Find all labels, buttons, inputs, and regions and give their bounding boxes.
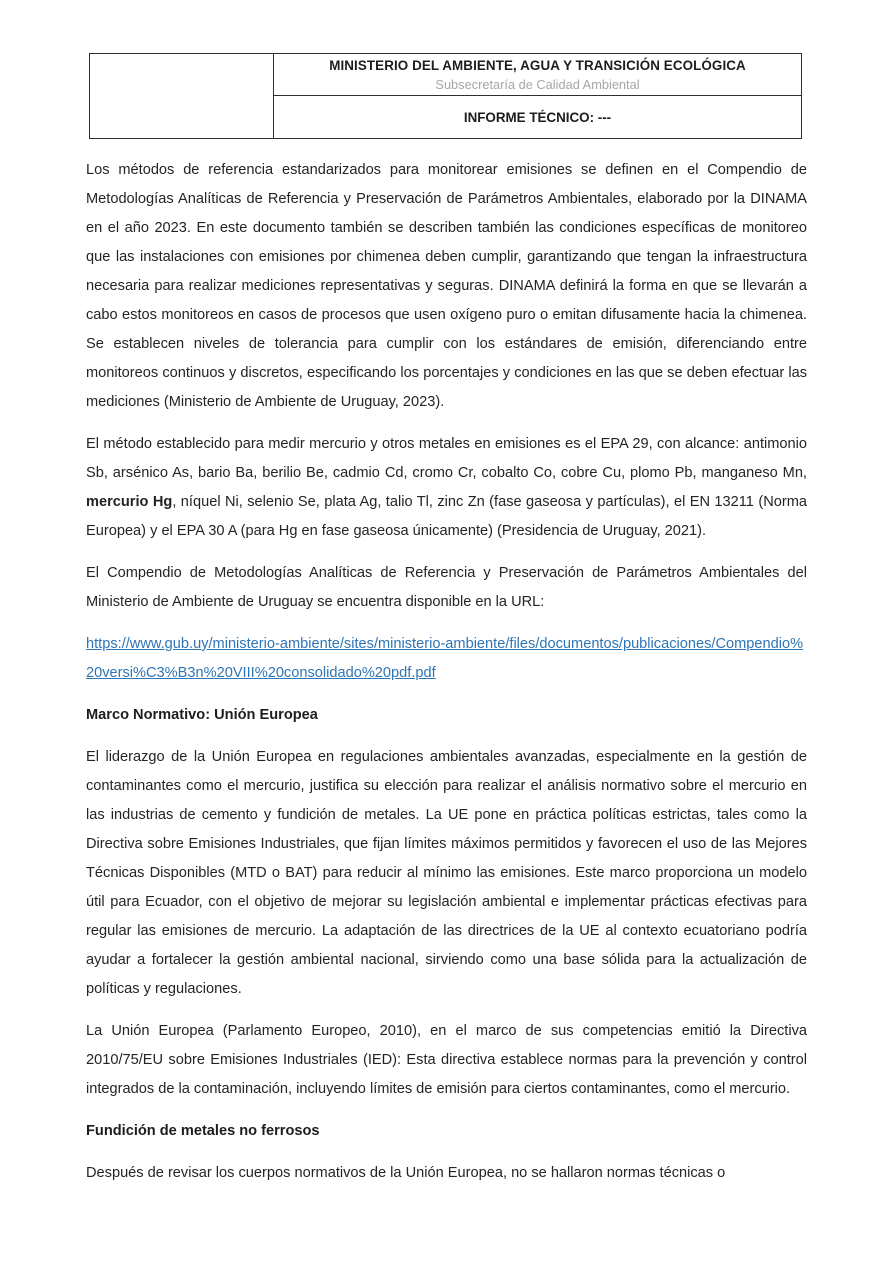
url-paragraph xyxy=(86,630,807,688)
mercurio-hg-bold-text: mercurio Hg xyxy=(86,494,173,510)
paragraph-despues-de-revisar: Después de revisar los cuerpos normativos de la Unión Europea, no se hallaron normas técnicas o xyxy=(86,1165,726,1181)
heading-fundicion-metales-no-ferrosos: Fundición de metales no ferrosos xyxy=(86,1123,320,1139)
heading-marco-normativo-ue: Marco Normativo: Unión Europea xyxy=(86,707,318,723)
ministry-header-cell xyxy=(274,54,802,96)
report-title-cell xyxy=(274,96,802,139)
paragraph-compendio-disponible: El Compendio de Metodologías Analíticas de Referencia y Preservación de Parámetros Ambientales del Ministerio de Ambiente de Uruguay se encuentra disponible en la URL: xyxy=(86,565,807,610)
paragraph-metodos-referencia: Los métodos de referencia estandarizados para monitorear emisiones se definen en el Compendio de Metodologías Analíticas de Referencia y Preservación de Parámetros Ambientales, elaborado por la DINAMA en el año 2023. En este documento también se describen también las condiciones específicas de monitoreo que las instalaciones con emisiones por chimenea deben cumplir, garantizando que tengan la infraestructura necesaria para realizar mediciones representativas y seguras. DINAMA definirá la forma en que se llevarán a cabo estos monitoreos en casos de procesos que usen oxígeno puro o emitan difusamente hacia la chimenea. Se establecen niveles de tolerancia para cumplir con los estándares de emisión, diferenciando entre monitoreos continuos y discretos, especificando los porcentajes y condiciones en las que se deben efectuar las mediciones (Ministerio de Ambiente de Uruguay, 2023). xyxy=(86,162,807,410)
subsecretariat-subtitle: Subsecretaría de Calidad Ambiental xyxy=(435,77,640,92)
paragraph-epa29-text-start: El método establecido para medir mercurio y otros metales en emisiones es el EPA 29, con alcance: antimonio Sb, arsénico As, bario Ba, berilio Be, cadmio Cd, cromo Cr, cobalto Co, cobre Cu, plomo Pb, manganeso Mn, xyxy=(86,436,807,481)
paragraph-directiva-ied: La Unión Europea (Parlamento Europeo, 2010), en el marco de sus competencias emitió la Directiva 2010/75/EU sobre Emisiones Industriales (IED): Esta directiva establece normas para la prevención y control integrados de la contaminación, incluyendo límites de emisión para ciertos contaminantes, como el mercurio. xyxy=(86,1023,807,1097)
header-table xyxy=(89,53,802,139)
paragraph-metodo-epa29 xyxy=(86,430,807,546)
paragraph-liderazgo-ue: El liderazgo de la Unión Europea en regulaciones ambientales avanzadas, especialmente en la gestión de contaminantes como el mercurio, justifica su elección para realizar el análisis normativo sobre el mercurio en las industrias de cemento y fundición de metales. La UE pone en práctica políticas estrictas, tales como la Directiva sobre Emisiones Industriales, que fijan límites máximos permitidos y favorecen el uso de las Mejores Técnicas Disponibles (MTD o BAT) para reducir al mínimo las emisiones. Este marco proporciona un modelo útil para Ecuador, con el objetivo de mejorar su legislación ambiental e implementar prácticas efectivas para regular las emisiones de mercurio. La adaptación de las directrices de la UE al contexto ecuatoriano podría ayudar a fortalecer la gestión ambiental nacional, sirviendo como una base sólida para la actualización de políticas y regulaciones. xyxy=(86,749,807,997)
ministry-title: MINISTERIO DEL AMBIENTE, AGUA Y TRANSICIÓN ECOLÓGICA xyxy=(329,58,746,73)
document-body xyxy=(86,156,807,1188)
report-label: INFORME TÉCNICO: --- xyxy=(463,109,612,125)
paragraph-epa29-text-end: , níquel Ni, selenio Se, plata Ag, talio Tl, zinc Zn (fase gaseosa y partículas), el EN 13211 (Norma Europea) y el EPA 30 A (para Hg en fase gaseosa únicamente) (Presidencia de Uruguay, 2021). xyxy=(86,494,807,539)
logo-cell xyxy=(90,54,274,139)
compendio-url-link[interactable]: https://www.gub.uy/ministerio-ambiente/sites/ministerio-ambiente/files/documentos/publicaciones/Compendio%20versi%C3%B3n%20VIII%20consolidado%20pdf.pdf xyxy=(86,636,804,681)
